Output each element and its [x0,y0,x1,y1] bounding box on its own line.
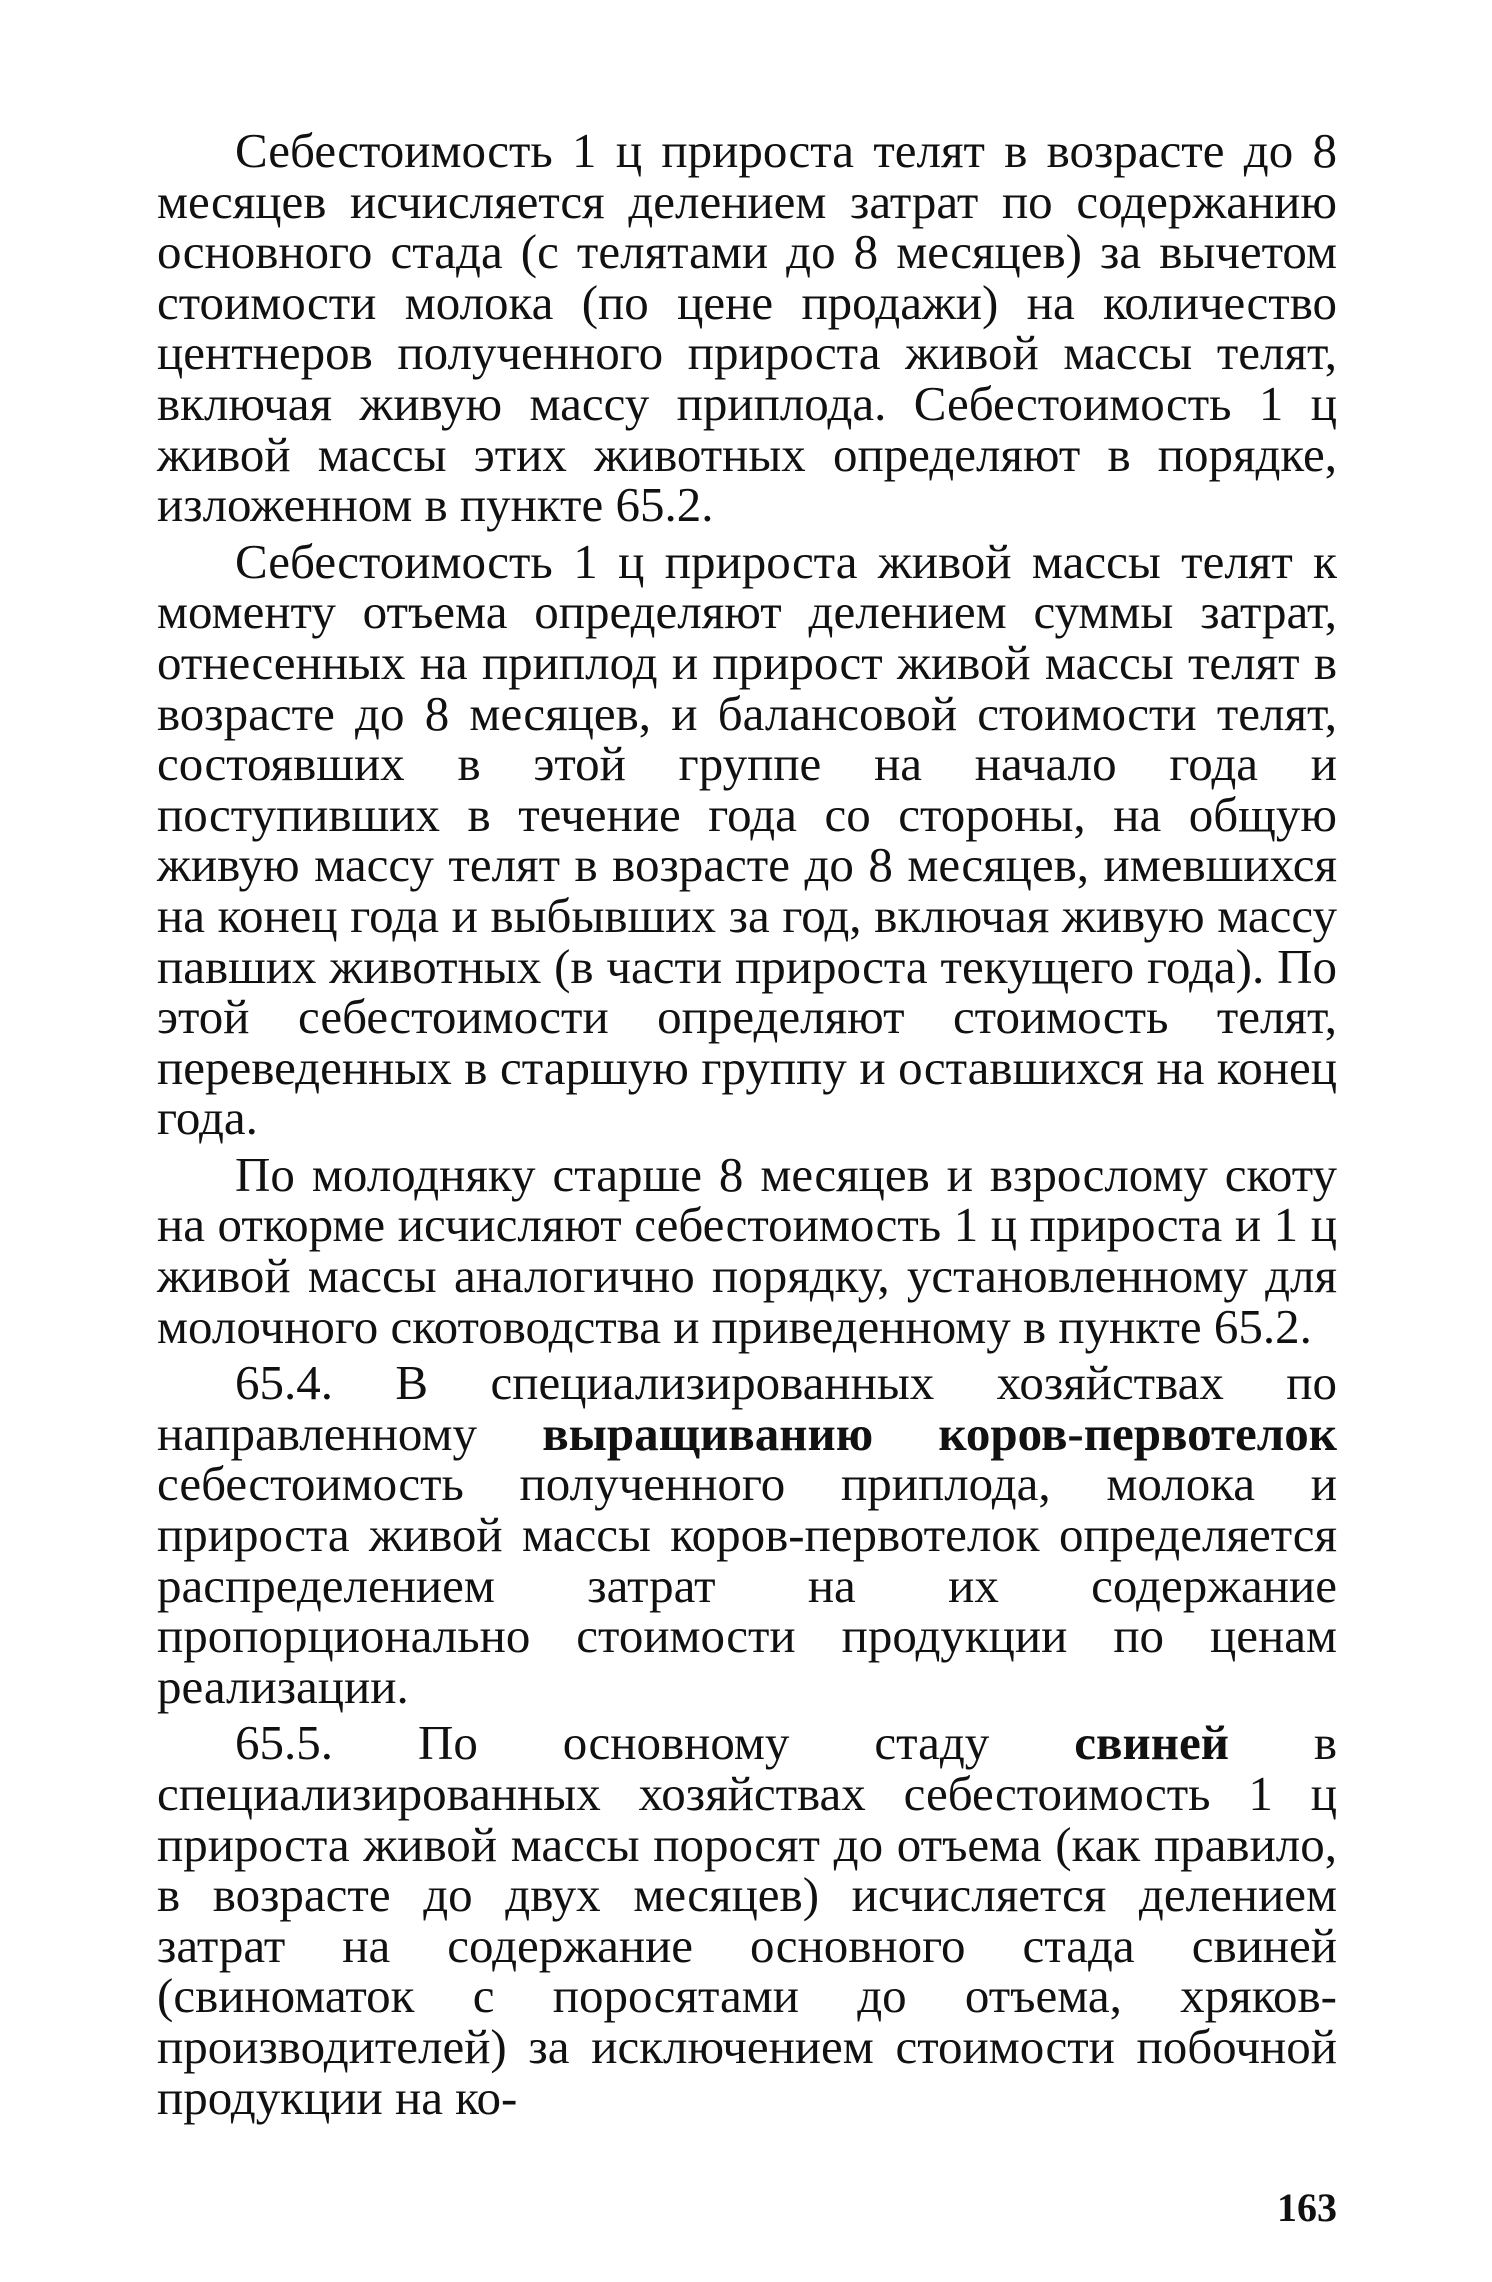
paragraph-65-5-bold: свиней [1074,1715,1229,1771]
paragraph-65-5-start: 65.5. По основному стаду [235,1715,1075,1771]
paragraph-young-stock: По молодняку старше 8 месяцев и взрослому скоту на откорме исчисляют себестоимость 1 ц прироста и 1 ц живой массы аналогично порядку, установленному для молочного скотоводства и приведенному в пункте 65.2. [157,1146,1337,1354]
paragraph-weaning-cost: Себестоимость 1 ц прироста живой массы телят к моменту отъема определяют делением суммы затрат, отнесенных на приплод и прирост живой массы телят в возрасте до 8 месяцев, и балансовой стоимости телят, состоявших в этой группе на начало года и поступивших в течение года со стороны, на общую живую массу телят в возрасте до 8 месяцев, имевшихся на конец года и выбывших за год, включая живую массу павших животных (в части прироста текущего года). По этой себестоимости определяют стоимость телят, переведенных в старшую группу и оставшихся на конец года. [157,533,1337,1146]
paragraph-65-5 [157,1715,1338,2125]
page-number: 163 [1277,2185,1337,2230]
paragraph-65-4-start: 65.4. В специализированных хозяйствах по направленному [157,1355,1337,1461]
paragraph-65-5-end: в специализированных хозяйствах себестоимость 1 ц прироста живой массы поросят до отъема (как правило, в возрасте до двух месяцев) исчисляется делением затрат на содержание основного стада свиней (свиноматок с поросятами до отъема, хряков-производителей) за исключением стоимости побочной продукции на ко- [157,1715,1338,2125]
paragraph-65-4 [157,1355,1337,1714]
paragraph-65-4-end: себестоимость полученного приплода, молока и прироста живой массы коров-первотелок определяется распределением затрат на их содержание пропорционально стоимости продукции по ценам реализации. [157,1456,1337,1714]
paragraph-65-4-bold: выращиванию коров-первотелок [542,1405,1337,1461]
paragraph-calf-growth-cost: Себестоимость 1 ц прироста телят в возрасте до 8 месяцев исчисляется делением затрат по содержанию основного стада (с телятами до 8 месяцев) за вычетом стоимости молока (по цене продажи) на количество центнеров полученного прироста живой массы телят, включая живую массу приплода. Себестоимость 1 ц живой массы этих животных определяют в порядке, изложенном в пункте 65.2. [157,123,1337,533]
page-body [157,123,1338,2125]
